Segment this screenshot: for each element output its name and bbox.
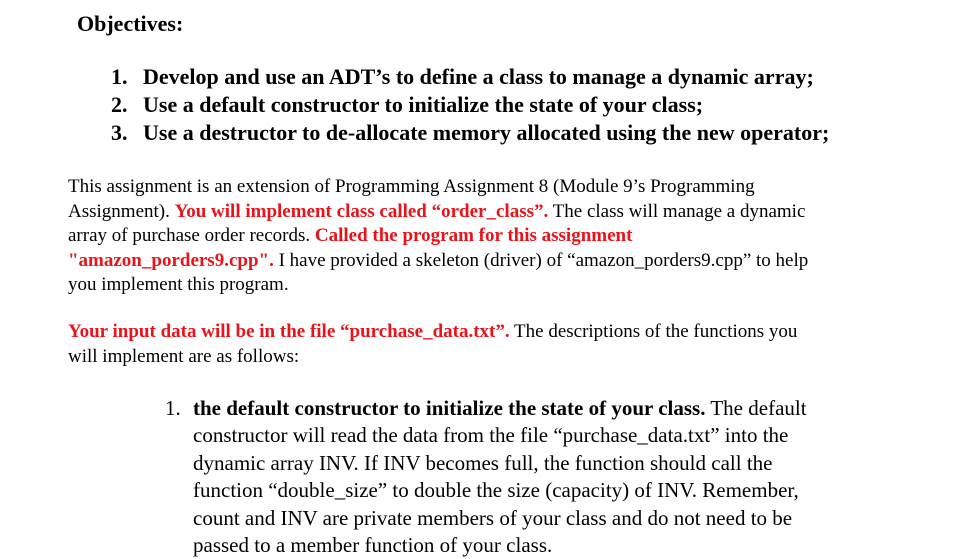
input-data-paragraph xyxy=(68,320,918,369)
intro-paragraph xyxy=(68,175,918,298)
input-text: The descriptions of the functions you xyxy=(509,321,798,342)
intro-text: you implement this program. xyxy=(68,274,289,295)
objective-text: Use a default constructor to initialize the state of your class; xyxy=(143,92,704,117)
objective-item xyxy=(111,63,829,91)
function-line: passed to a member function of your class. xyxy=(193,533,553,558)
intro-line xyxy=(68,249,918,274)
objectives-heading: Objectives: xyxy=(77,11,184,36)
function-text: The default xyxy=(705,396,807,420)
intro-line xyxy=(68,200,918,225)
objectives-list xyxy=(111,63,829,147)
class-name-highlight: You will implement class called “order_class”. xyxy=(174,200,549,222)
intro-text: array of purchase order records. xyxy=(68,225,315,246)
objective-item xyxy=(111,91,829,119)
input-file-highlight: Your input data will be in the file “purchase_data.txt”. xyxy=(68,321,510,342)
intro-text: I have provided a skeleton (driver) of “amazon_porders9.cpp” to help xyxy=(273,249,809,271)
input-line xyxy=(68,345,918,370)
objective-text: Use a destructor to de-allocate memory allocated using the new operator; xyxy=(143,120,830,145)
function-item xyxy=(165,395,807,559)
objective-number: 2. xyxy=(111,92,128,117)
intro-text: Assignment). xyxy=(68,200,175,222)
function-line: constructor will read the data from the file “purchase_data.txt” into the xyxy=(193,423,789,448)
objective-item xyxy=(111,119,829,147)
function-title: the default constructor to initialize the state of your class. xyxy=(193,396,706,420)
function-line: dynamic array INV. If INV becomes full, the function should call the xyxy=(193,450,773,475)
function-line: count and INV are private members of your class and do not need to be xyxy=(193,505,793,530)
program-filename-highlight: "amazon_porders9.cpp". xyxy=(68,249,274,271)
function-list xyxy=(165,395,807,559)
intro-line xyxy=(68,273,918,298)
intro-line xyxy=(68,175,918,200)
intro-line xyxy=(68,224,918,249)
objective-text: Develop and use an ADT’s to define a class to manage a dynamic array; xyxy=(143,64,814,89)
objective-number: 1. xyxy=(111,64,128,89)
program-name-highlight: Called the program for this assignment xyxy=(314,225,633,246)
function-number: 1. xyxy=(165,396,181,420)
input-line xyxy=(68,320,918,345)
input-text: will implement are as follows: xyxy=(68,345,300,367)
objective-number: 3. xyxy=(111,120,128,145)
function-line xyxy=(193,395,807,422)
function-description xyxy=(193,395,807,559)
intro-text: This assignment is an extension of Programming Assignment 8 (Module 9’s Programming xyxy=(68,176,755,197)
function-line: function “double_size” to double the size (capacity) of INV. Remember, xyxy=(193,478,799,503)
intro-text: The class will manage a dynamic xyxy=(548,200,806,222)
